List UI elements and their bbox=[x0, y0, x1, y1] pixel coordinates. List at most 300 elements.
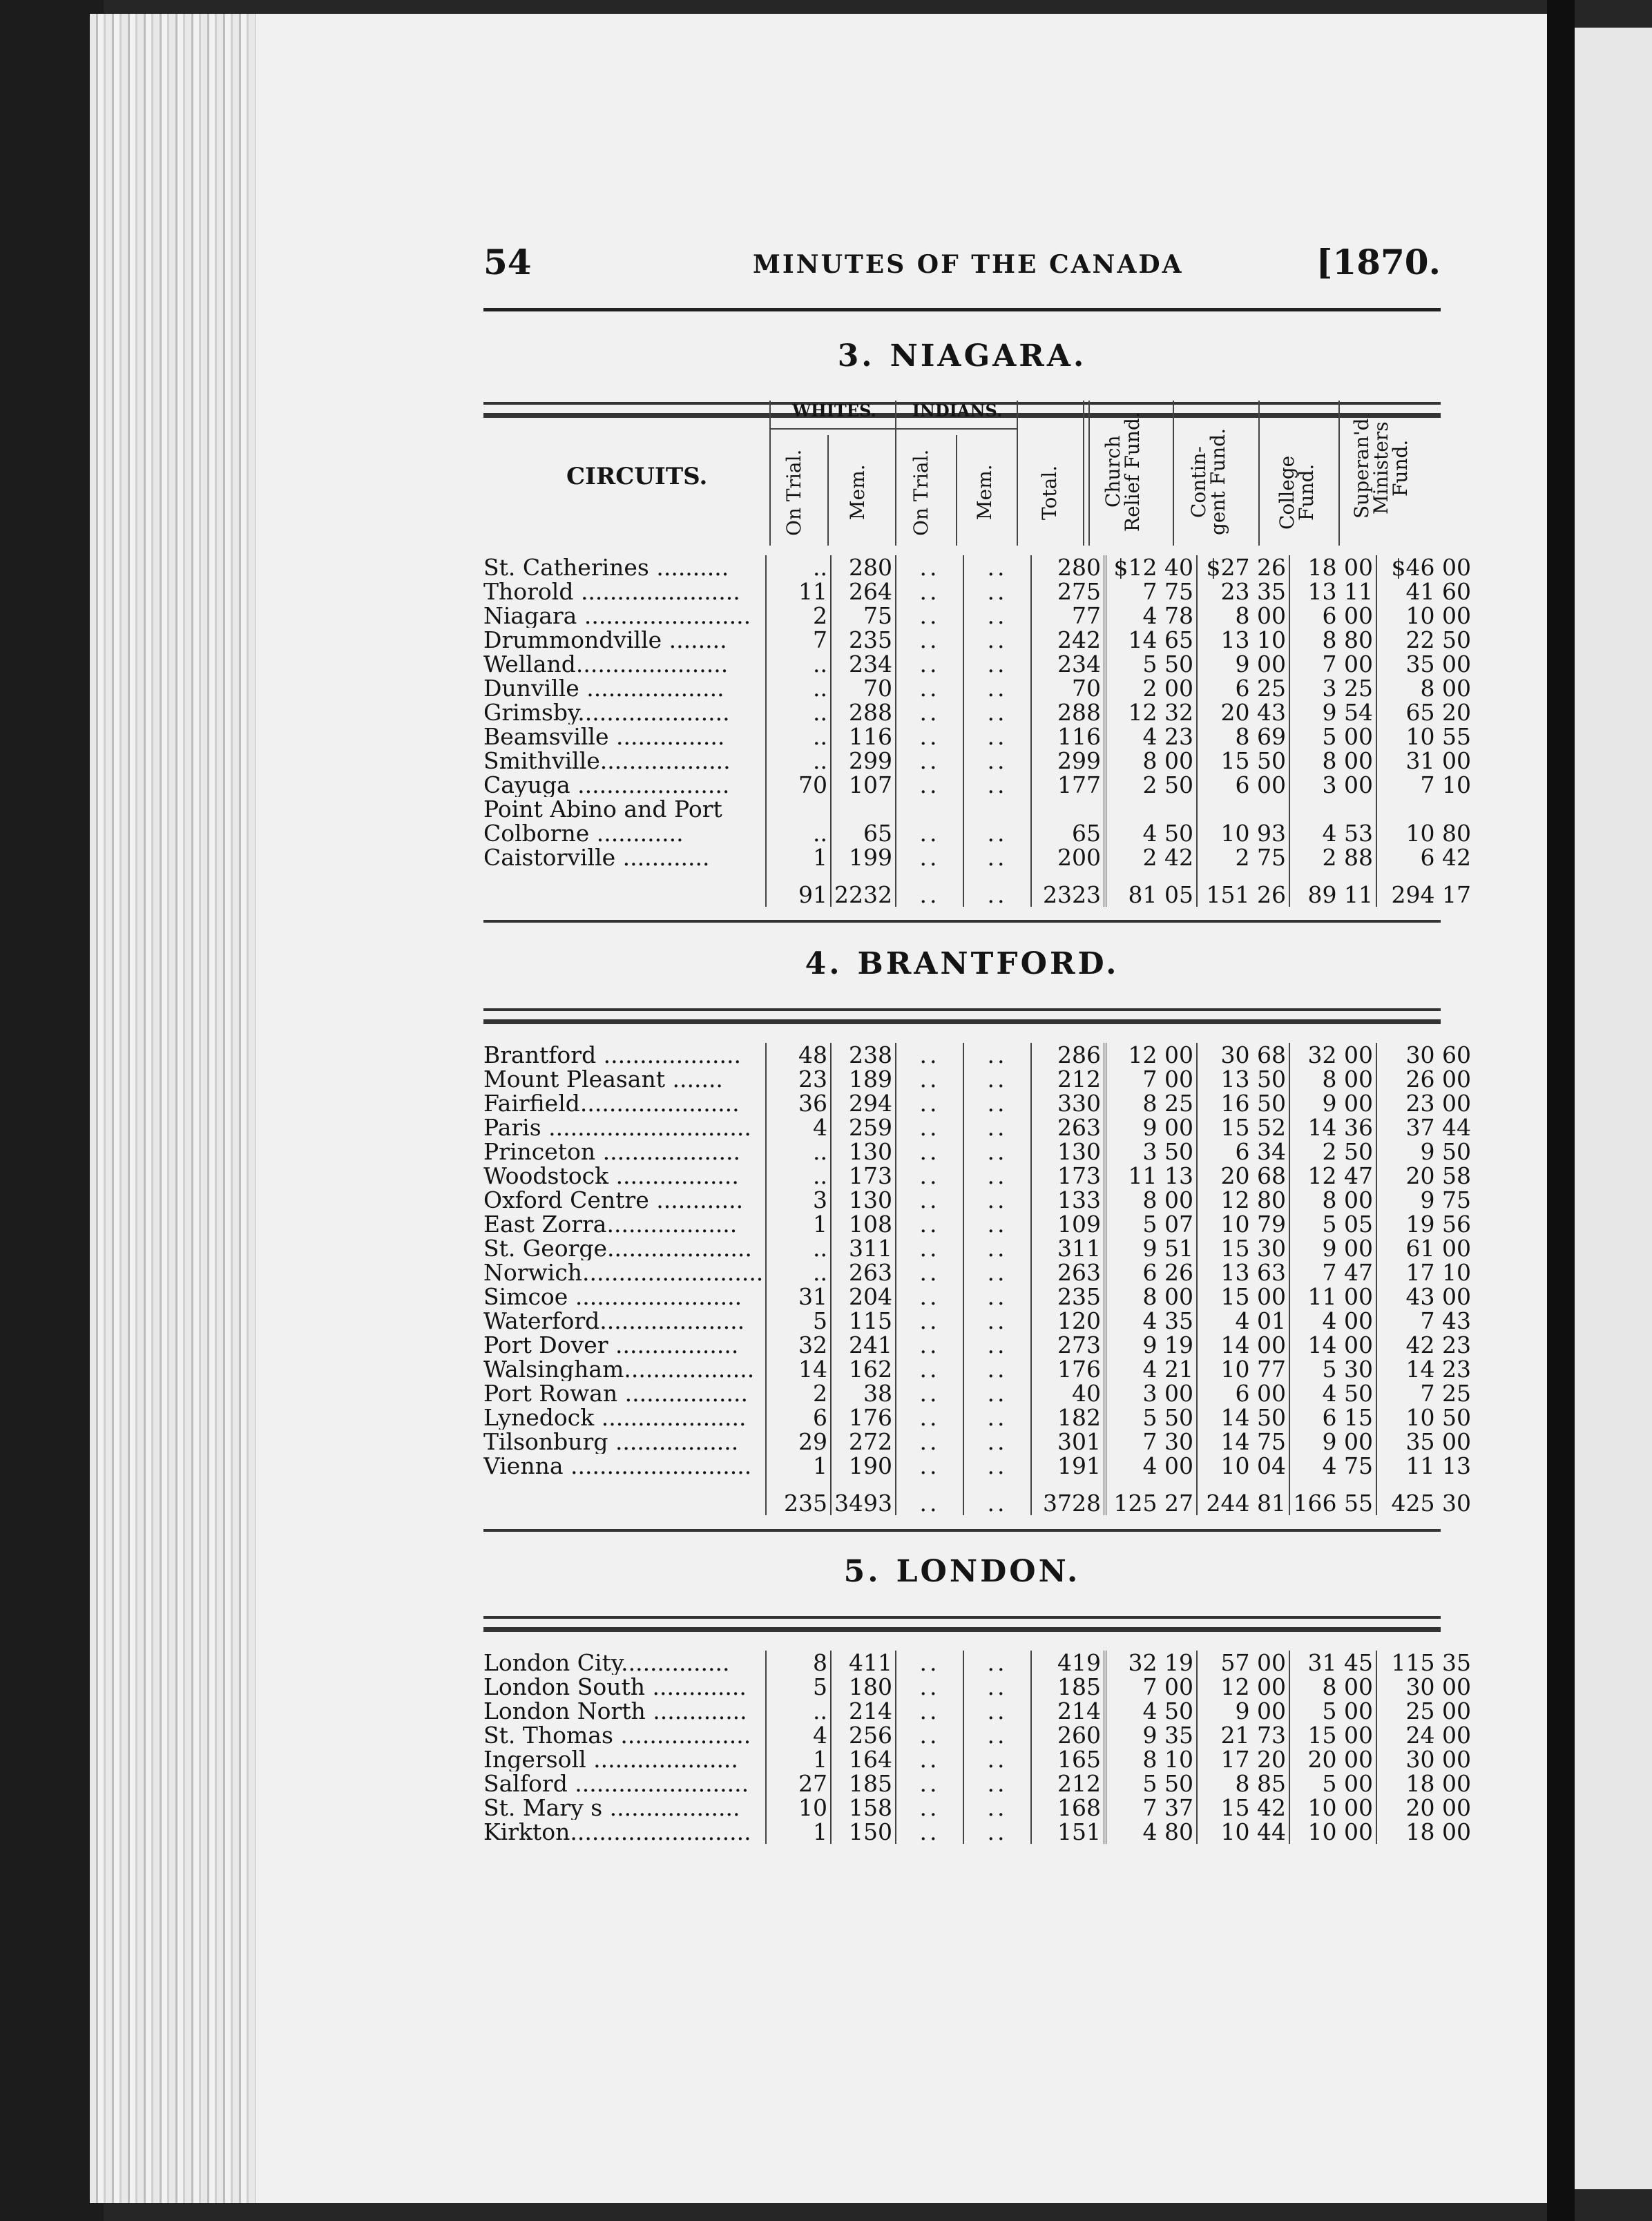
cell-cf: 16 50 bbox=[1197, 1091, 1289, 1115]
cell-col: 14 00 bbox=[1289, 1333, 1376, 1357]
cell-mem: 162 bbox=[831, 1357, 896, 1381]
cell-col: 10 00 bbox=[1289, 1796, 1376, 1820]
cell-total: 280 bbox=[1031, 555, 1105, 579]
cell-sup: 22 50 bbox=[1376, 628, 1474, 652]
cell-col: 2 88 bbox=[1289, 845, 1376, 869]
circuit-name: Cayuga ..................... bbox=[483, 773, 730, 797]
cell-total: 177 bbox=[1031, 773, 1105, 797]
table-row bbox=[483, 1747, 1474, 1771]
cell-crf: 4 50 bbox=[1105, 821, 1197, 845]
cell-sup: 10 80 bbox=[1376, 821, 1474, 845]
cell-mem: 180 bbox=[831, 1675, 896, 1699]
cell-mem: 158 bbox=[831, 1796, 896, 1820]
cell-cf: 6 25 bbox=[1197, 676, 1289, 700]
section-end-rule bbox=[483, 1529, 1441, 1532]
cell-total: 200 bbox=[1031, 845, 1105, 869]
table-row bbox=[483, 1285, 1474, 1309]
cell-total: 173 bbox=[1031, 1164, 1105, 1188]
cell-mem: 173 bbox=[831, 1164, 896, 1188]
cell-cf: 244 81 bbox=[1197, 1478, 1289, 1515]
cell-on-trial: .. bbox=[766, 555, 831, 579]
table-row bbox=[483, 1796, 1474, 1820]
cell-mem: 38 bbox=[831, 1381, 896, 1405]
cell-on-trial: 1 bbox=[766, 845, 831, 869]
cell-col: 10 00 bbox=[1289, 1820, 1376, 1844]
cell-total: 168 bbox=[1031, 1796, 1105, 1820]
cell-i-on-trial: .. bbox=[896, 1405, 963, 1430]
col-rule bbox=[895, 401, 896, 546]
cell-on-trial: .. bbox=[766, 652, 831, 676]
cell-crf: 6 26 bbox=[1105, 1260, 1197, 1285]
cell-mem: 115 bbox=[831, 1309, 896, 1333]
cell-i-on-trial: .. bbox=[896, 773, 963, 797]
cell-i-on-trial: .. bbox=[896, 1236, 963, 1260]
adjacent-page-edge bbox=[1575, 28, 1652, 2189]
table-row bbox=[483, 1723, 1474, 1747]
cell-i-on-trial: .. bbox=[896, 1820, 963, 1844]
cell-i-on-trial: .. bbox=[896, 821, 963, 845]
circuit-name: Norwich......................... bbox=[483, 1260, 764, 1285]
cell-total: 120 bbox=[1031, 1309, 1105, 1333]
table-row bbox=[483, 1115, 1474, 1140]
cell-total: 70 bbox=[1031, 676, 1105, 700]
cell-i-on-trial: .. bbox=[896, 869, 963, 907]
cell-cf: 6 00 bbox=[1197, 1381, 1289, 1405]
cell-cf: 9 00 bbox=[1197, 652, 1289, 676]
cell-col: 18 00 bbox=[1289, 555, 1376, 579]
cell-mem: 130 bbox=[831, 1188, 896, 1212]
cell-i-mem: .. bbox=[963, 1675, 1031, 1699]
cell-i-mem: .. bbox=[963, 1820, 1031, 1844]
col-college: College Fund. bbox=[1276, 455, 1318, 530]
cell-mem: 259 bbox=[831, 1115, 896, 1140]
cell-i-mem: .. bbox=[963, 579, 1031, 604]
cell-cf: 30 68 bbox=[1197, 1043, 1289, 1067]
cell-col: 3 25 bbox=[1289, 676, 1376, 700]
cell-i-mem: .. bbox=[963, 869, 1031, 907]
cell-i-mem: .. bbox=[963, 1771, 1031, 1796]
cell-i-on-trial: .. bbox=[896, 724, 963, 749]
cell-on-trial: .. bbox=[766, 676, 831, 700]
section-number: 4. bbox=[805, 946, 843, 981]
table-row bbox=[483, 749, 1474, 773]
cell-i-mem: .. bbox=[963, 1188, 1031, 1212]
cell-on-trial: 1 bbox=[766, 1212, 831, 1236]
cell-i-mem: .. bbox=[963, 1260, 1031, 1285]
cell-sup: 115 35 bbox=[1376, 1651, 1474, 1675]
cell-sup: 24 00 bbox=[1376, 1723, 1474, 1747]
table-row bbox=[483, 604, 1474, 628]
circuit-name: London City............... bbox=[483, 1651, 730, 1675]
cell-i-mem: .. bbox=[963, 1043, 1031, 1067]
cell-mem: 241 bbox=[831, 1333, 896, 1357]
circuit-name: Beamsville ............... bbox=[483, 724, 725, 749]
table-row bbox=[483, 1236, 1474, 1260]
cell-col: 32 00 bbox=[1289, 1043, 1376, 1067]
cell-on-trial: 5 bbox=[766, 1309, 831, 1333]
cell-col: 5 05 bbox=[1289, 1212, 1376, 1236]
cell-col: 13 11 bbox=[1289, 579, 1376, 604]
cell-crf: 2 00 bbox=[1105, 676, 1197, 700]
cell-i-on-trial: .. bbox=[896, 1430, 963, 1454]
circuit-name: Princeton ................... bbox=[483, 1140, 740, 1164]
cell-i-mem: .. bbox=[963, 1723, 1031, 1747]
cell-i-mem bbox=[963, 797, 1031, 821]
cell-col: 9 54 bbox=[1289, 700, 1376, 724]
cell-cf: $27 26 bbox=[1197, 555, 1289, 579]
cell-total: 419 bbox=[1031, 1651, 1105, 1675]
cell-total: 191 bbox=[1031, 1454, 1105, 1478]
table-row bbox=[483, 724, 1474, 749]
table-row bbox=[483, 821, 1474, 845]
circuit-name: Walsingham.................. bbox=[483, 1357, 755, 1381]
cell-total: 2323 bbox=[1031, 869, 1105, 907]
section-rule bbox=[483, 1616, 1441, 1632]
cell-mem: 263 bbox=[831, 1260, 896, 1285]
cell-crf: 9 00 bbox=[1105, 1115, 1197, 1140]
cell-mem: 280 bbox=[831, 555, 896, 579]
cell-on-trial: 1 bbox=[766, 1747, 831, 1771]
cell-col: 5 00 bbox=[1289, 1699, 1376, 1723]
totals-row bbox=[483, 869, 1474, 907]
cell-i-mem: .. bbox=[963, 604, 1031, 628]
cell-cf: 15 52 bbox=[1197, 1115, 1289, 1140]
table-row bbox=[483, 676, 1474, 700]
cell-i-on-trial: .. bbox=[896, 1747, 963, 1771]
cell-col: 8 00 bbox=[1289, 749, 1376, 773]
cell-i-on-trial: .. bbox=[896, 1675, 963, 1699]
table-row bbox=[483, 773, 1474, 797]
table-row bbox=[483, 1820, 1474, 1844]
cell-mem: 189 bbox=[831, 1067, 896, 1091]
cell-sup: 37 44 bbox=[1376, 1115, 1474, 1140]
cell-crf: 4 21 bbox=[1105, 1357, 1197, 1381]
cell-total: 133 bbox=[1031, 1188, 1105, 1212]
col-indian-mem: Mem. bbox=[973, 464, 996, 521]
table-row bbox=[483, 1381, 1474, 1405]
cell-cf: 10 79 bbox=[1197, 1212, 1289, 1236]
cell-col: 31 45 bbox=[1289, 1651, 1376, 1675]
cell-total: 151 bbox=[1031, 1820, 1105, 1844]
cell-crf: 8 10 bbox=[1105, 1747, 1197, 1771]
cell-sup: 42 23 bbox=[1376, 1333, 1474, 1357]
cell-crf: 2 42 bbox=[1105, 845, 1197, 869]
cell-sup: 425 30 bbox=[1376, 1478, 1474, 1515]
cell-cf: 10 93 bbox=[1197, 821, 1289, 845]
cell-mem: 299 bbox=[831, 749, 896, 773]
cell-cf: 12 80 bbox=[1197, 1188, 1289, 1212]
cell-sup: 7 43 bbox=[1376, 1309, 1474, 1333]
table-row bbox=[483, 1067, 1474, 1091]
cell-crf: 3 00 bbox=[1105, 1381, 1197, 1405]
cell-sup: 8 00 bbox=[1376, 676, 1474, 700]
cell-cf: 20 43 bbox=[1197, 700, 1289, 724]
cell-i-mem: .. bbox=[963, 1115, 1031, 1140]
book-page-edges bbox=[90, 14, 262, 2203]
cell-cf: 4 01 bbox=[1197, 1309, 1289, 1333]
cell-sup: 18 00 bbox=[1376, 1820, 1474, 1844]
cell-crf: 7 00 bbox=[1105, 1067, 1197, 1091]
table-row bbox=[483, 1405, 1474, 1430]
cell-sup: 14 23 bbox=[1376, 1357, 1474, 1381]
cell-mem: 238 bbox=[831, 1043, 896, 1067]
cell-i-mem: .. bbox=[963, 1381, 1031, 1405]
cell-i-mem: .. bbox=[963, 1478, 1031, 1515]
cell-crf: 4 00 bbox=[1105, 1454, 1197, 1478]
cell-i-on-trial: .. bbox=[896, 1333, 963, 1357]
cell-crf: 3 50 bbox=[1105, 1140, 1197, 1164]
cell-i-on-trial: .. bbox=[896, 1067, 963, 1091]
cell-i-on-trial bbox=[896, 797, 963, 821]
cell-sup: 30 60 bbox=[1376, 1043, 1474, 1067]
cell-i-mem: .. bbox=[963, 1651, 1031, 1675]
cell-crf: 4 80 bbox=[1105, 1820, 1197, 1844]
circuit-name: London South ............. bbox=[483, 1675, 747, 1699]
table-row bbox=[483, 1454, 1474, 1478]
cell-on-trial: 5 bbox=[766, 1675, 831, 1699]
cell-on-trial: .. bbox=[766, 749, 831, 773]
cell-cf: 15 00 bbox=[1197, 1285, 1289, 1309]
cell-total bbox=[1031, 797, 1105, 821]
cell-i-on-trial: .. bbox=[896, 1260, 963, 1285]
col-indian-on-trial: On Trial. bbox=[910, 449, 932, 536]
cell-crf: 7 00 bbox=[1105, 1675, 1197, 1699]
table-row bbox=[483, 845, 1474, 869]
cell-on-trial: 32 bbox=[766, 1333, 831, 1357]
cell-crf: 32 19 bbox=[1105, 1651, 1197, 1675]
cell-crf: 5 50 bbox=[1105, 1771, 1197, 1796]
cell-i-on-trial: .. bbox=[896, 604, 963, 628]
cell-col: 9 00 bbox=[1289, 1091, 1376, 1115]
cell-cf: 17 20 bbox=[1197, 1747, 1289, 1771]
section-title-london bbox=[483, 1554, 1441, 1589]
cell-on-trial: 8 bbox=[766, 1651, 831, 1675]
circuit-name bbox=[483, 1478, 766, 1515]
cell-crf bbox=[1105, 797, 1197, 821]
group-rule bbox=[769, 428, 1017, 430]
niagara-table bbox=[483, 555, 1474, 907]
cell-i-on-trial: .. bbox=[896, 1723, 963, 1747]
circuit-name: Caistorville ............ bbox=[483, 845, 710, 869]
cell-sup: 20 58 bbox=[1376, 1164, 1474, 1188]
circuit-name: Niagara ....................... bbox=[483, 604, 751, 628]
cell-sup: $46 00 bbox=[1376, 555, 1474, 579]
cell-crf: 12 32 bbox=[1105, 700, 1197, 724]
cell-total: 263 bbox=[1031, 1260, 1105, 1285]
cell-sup: 6 42 bbox=[1376, 845, 1474, 869]
cell-cf: 13 10 bbox=[1197, 628, 1289, 652]
circuit-name: Tilsonburg ................. bbox=[483, 1430, 739, 1454]
section-number: 3. bbox=[837, 338, 875, 374]
col-on-trial: On Trial. bbox=[782, 449, 805, 536]
cell-total: 214 bbox=[1031, 1699, 1105, 1723]
cell-i-on-trial: .. bbox=[896, 1381, 963, 1405]
cell-crf: 4 23 bbox=[1105, 724, 1197, 749]
cell-mem bbox=[831, 797, 896, 821]
cell-i-on-trial: .. bbox=[896, 1796, 963, 1820]
circuit-name: Simcoe ....................... bbox=[483, 1285, 742, 1309]
cell-i-mem: .. bbox=[963, 1067, 1031, 1091]
cell-on-trial: 1 bbox=[766, 1454, 831, 1478]
cell-on-trial: 29 bbox=[766, 1430, 831, 1454]
cell-on-trial: 10 bbox=[766, 1796, 831, 1820]
table-row bbox=[483, 1430, 1474, 1454]
cell-sup: 294 17 bbox=[1376, 869, 1474, 907]
cell-mem: 256 bbox=[831, 1723, 896, 1747]
cell-col: 2 50 bbox=[1289, 1140, 1376, 1164]
group-whites: WHITES. bbox=[792, 401, 876, 421]
circuit-name: Kirkton......................... bbox=[483, 1820, 751, 1844]
cell-mem: 311 bbox=[831, 1236, 896, 1260]
cell-crf: 14 65 bbox=[1105, 628, 1197, 652]
cell-mem: 199 bbox=[831, 845, 896, 869]
cell-crf: 8 00 bbox=[1105, 1188, 1197, 1212]
cell-on-trial: 235 bbox=[766, 1478, 831, 1515]
cell-total: 330 bbox=[1031, 1091, 1105, 1115]
cell-col: 8 00 bbox=[1289, 1675, 1376, 1699]
cell-total: 235 bbox=[1031, 1285, 1105, 1309]
cell-on-trial: 91 bbox=[766, 869, 831, 907]
circuit-name: Oxford Centre ............ bbox=[483, 1188, 744, 1212]
cell-cf: 8 85 bbox=[1197, 1771, 1289, 1796]
page-number: 54 bbox=[483, 242, 532, 282]
circuit-name: Lynedock .................... bbox=[483, 1405, 747, 1430]
cell-crf: 2 50 bbox=[1105, 773, 1197, 797]
totals-row bbox=[483, 1478, 1474, 1515]
table-row bbox=[483, 1188, 1474, 1212]
table-row bbox=[483, 555, 1474, 579]
cell-total: 165 bbox=[1031, 1747, 1105, 1771]
cell-cf: 13 50 bbox=[1197, 1067, 1289, 1091]
circuit-name: Salford ........................ bbox=[483, 1771, 749, 1796]
cell-total: 311 bbox=[1031, 1236, 1105, 1260]
cell-on-trial: 1 bbox=[766, 1820, 831, 1844]
table-row bbox=[483, 1771, 1474, 1796]
cell-cf: 6 00 bbox=[1197, 773, 1289, 797]
cell-col: 5 00 bbox=[1289, 724, 1376, 749]
cell-i-mem: .. bbox=[963, 1796, 1031, 1820]
cell-i-on-trial: .. bbox=[896, 1188, 963, 1212]
cell-i-on-trial: .. bbox=[896, 1309, 963, 1333]
col-rule bbox=[1258, 401, 1260, 546]
cell-total: 242 bbox=[1031, 628, 1105, 652]
cell-sup: 10 00 bbox=[1376, 604, 1474, 628]
cell-col: 4 50 bbox=[1289, 1381, 1376, 1405]
circuit-name: Waterford.................... bbox=[483, 1309, 745, 1333]
col-rule bbox=[827, 435, 829, 546]
cell-mem: 204 bbox=[831, 1285, 896, 1309]
section-end-rule bbox=[483, 920, 1441, 923]
cell-col: 166 55 bbox=[1289, 1478, 1376, 1515]
cell-i-on-trial: .. bbox=[896, 579, 963, 604]
circuit-name: Colborne ............ bbox=[483, 821, 684, 845]
cell-on-trial: .. bbox=[766, 1699, 831, 1723]
cell-crf: 7 37 bbox=[1105, 1796, 1197, 1820]
cell-sup: 23 00 bbox=[1376, 1091, 1474, 1115]
cell-crf: 5 50 bbox=[1105, 1405, 1197, 1430]
cell-crf: 8 00 bbox=[1105, 749, 1197, 773]
cell-mem: 235 bbox=[831, 628, 896, 652]
cell-total: 116 bbox=[1031, 724, 1105, 749]
circuit-name: East Zorra.................. bbox=[483, 1212, 738, 1236]
running-title: MINUTES OF THE CANADA bbox=[753, 250, 1184, 279]
cell-total: 275 bbox=[1031, 579, 1105, 604]
cell-sup: 61 00 bbox=[1376, 1236, 1474, 1260]
cell-on-trial: 14 bbox=[766, 1357, 831, 1381]
cell-mem: 130 bbox=[831, 1140, 896, 1164]
cell-cf: 2 75 bbox=[1197, 845, 1289, 869]
cell-i-mem: .. bbox=[963, 1454, 1031, 1478]
cell-total: 273 bbox=[1031, 1333, 1105, 1357]
cell-on-trial: .. bbox=[766, 700, 831, 724]
cell-mem: 190 bbox=[831, 1454, 896, 1478]
table-row bbox=[483, 579, 1474, 604]
cell-cf: 8 00 bbox=[1197, 604, 1289, 628]
cell-on-trial: 48 bbox=[766, 1043, 831, 1067]
cell-crf: 5 50 bbox=[1105, 652, 1197, 676]
cell-on-trial: .. bbox=[766, 1140, 831, 1164]
cell-sup: 10 55 bbox=[1376, 724, 1474, 749]
cell-sup: 35 00 bbox=[1376, 1430, 1474, 1454]
cell-on-trial: 27 bbox=[766, 1771, 831, 1796]
cell-total: 212 bbox=[1031, 1067, 1105, 1091]
cell-mem: 2232 bbox=[831, 869, 896, 907]
table-row bbox=[483, 1333, 1474, 1357]
cell-i-on-trial: .. bbox=[896, 652, 963, 676]
cell-sup: 9 75 bbox=[1376, 1188, 1474, 1212]
cell-i-on-trial: .. bbox=[896, 700, 963, 724]
cell-total: 77 bbox=[1031, 604, 1105, 628]
cell-col: 6 00 bbox=[1289, 604, 1376, 628]
cell-col: 14 36 bbox=[1289, 1115, 1376, 1140]
cell-mem: 264 bbox=[831, 579, 896, 604]
cell-sup bbox=[1376, 797, 1474, 821]
cell-i-mem: .. bbox=[963, 700, 1031, 724]
cell-i-mem: .. bbox=[963, 821, 1031, 845]
cell-mem: 272 bbox=[831, 1430, 896, 1454]
cell-i-mem: .. bbox=[963, 1333, 1031, 1357]
cell-col: 5 30 bbox=[1289, 1357, 1376, 1381]
table-row bbox=[483, 1212, 1474, 1236]
circuit-name: Ingersoll .................... bbox=[483, 1747, 738, 1771]
cell-sup: 30 00 bbox=[1376, 1675, 1474, 1699]
cell-total: 286 bbox=[1031, 1043, 1105, 1067]
cell-total: 301 bbox=[1031, 1430, 1105, 1454]
circuit-name: Port Dover ................. bbox=[483, 1333, 739, 1357]
cell-total: 109 bbox=[1031, 1212, 1105, 1236]
cell-total: 234 bbox=[1031, 652, 1105, 676]
col-circuits: CIRCUITS. bbox=[566, 463, 708, 490]
cell-cf: 6 34 bbox=[1197, 1140, 1289, 1164]
cell-cf: 15 50 bbox=[1197, 749, 1289, 773]
cell-cf: 23 35 bbox=[1197, 579, 1289, 604]
cell-i-on-trial: .. bbox=[896, 1357, 963, 1381]
table-row bbox=[483, 652, 1474, 676]
circuit-name: Woodstock ................. bbox=[483, 1164, 739, 1188]
cell-crf: 8 25 bbox=[1105, 1091, 1197, 1115]
table-row bbox=[483, 1309, 1474, 1333]
cell-mem: 288 bbox=[831, 700, 896, 724]
table-row bbox=[483, 1164, 1474, 1188]
cell-total: 3728 bbox=[1031, 1478, 1105, 1515]
cell-col: 8 80 bbox=[1289, 628, 1376, 652]
cell-cf: 151 26 bbox=[1197, 869, 1289, 907]
cell-col: 6 15 bbox=[1289, 1405, 1376, 1430]
cell-crf: 9 19 bbox=[1105, 1333, 1197, 1357]
column-headers bbox=[483, 401, 1441, 546]
circuit-name: Paris ............................ bbox=[483, 1115, 751, 1140]
cell-i-on-trial: .. bbox=[896, 555, 963, 579]
